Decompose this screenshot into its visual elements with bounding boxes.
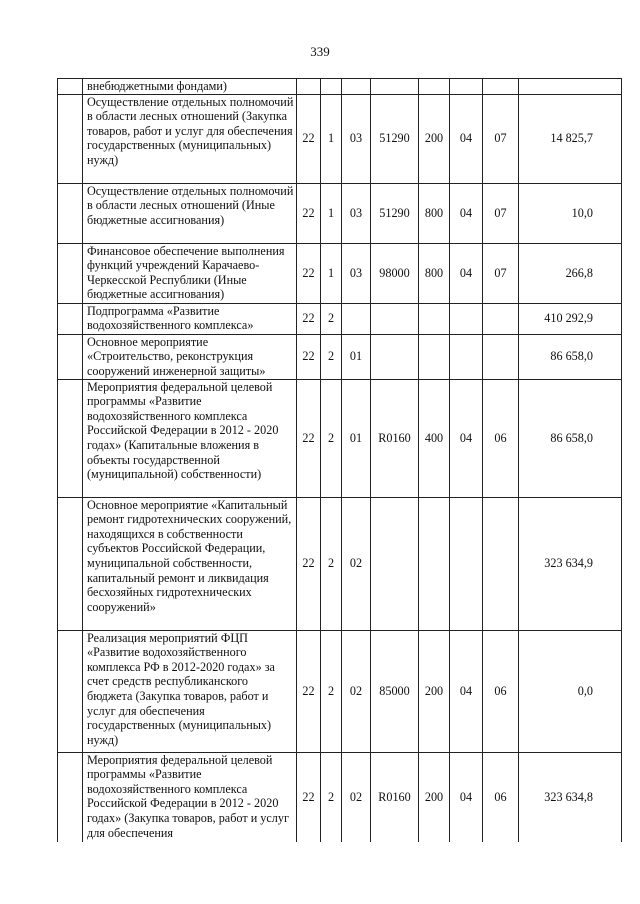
code-cell	[297, 79, 321, 95]
row-number-cell	[58, 183, 83, 243]
item-name-cell: Реализация мероприятий ФЦП «Развитие водохозяйственного комплекса РФ в 2012-2020 годах» за счет средств республиканского бюджета (Закупка товаров, работ и услуг для обеспечения государственных (муниципальных) нужд)	[83, 630, 297, 752]
code-cell: 06	[483, 379, 519, 497]
page-number: 339	[310, 44, 330, 59]
amount-cell: 14 825,7	[519, 94, 622, 183]
code-cell: 200	[419, 630, 450, 752]
row-number-cell	[58, 630, 83, 752]
row-number-cell	[58, 303, 83, 334]
code-cell	[483, 303, 519, 334]
code-cell: 04	[450, 243, 483, 303]
table-row	[58, 183, 622, 243]
code-cell: 1	[321, 243, 342, 303]
code-cell	[342, 79, 371, 95]
amount-cell	[519, 79, 622, 95]
code-cell	[321, 79, 342, 95]
code-cell: 06	[483, 752, 519, 842]
code-cell: 98000	[371, 243, 419, 303]
row-number-cell	[58, 752, 83, 842]
code-cell: 400	[419, 379, 450, 497]
amount-cell: 10,0	[519, 183, 622, 243]
code-cell: 04	[450, 183, 483, 243]
table-row	[58, 379, 622, 497]
table-row	[58, 497, 622, 630]
code-cell: 2	[321, 303, 342, 334]
code-cell: 22	[297, 752, 321, 842]
code-cell	[450, 303, 483, 334]
code-cell: 22	[297, 183, 321, 243]
code-cell: 01	[342, 334, 371, 379]
code-cell: 07	[483, 243, 519, 303]
code-cell	[483, 497, 519, 630]
code-cell	[419, 497, 450, 630]
table-row	[58, 243, 622, 303]
code-cell: 85000	[371, 630, 419, 752]
code-cell: 51290	[371, 94, 419, 183]
budget-table	[57, 78, 622, 842]
code-cell: 04	[450, 630, 483, 752]
code-cell: 22	[297, 497, 321, 630]
row-number-cell	[58, 497, 83, 630]
table-row	[58, 303, 622, 334]
code-cell: 03	[342, 183, 371, 243]
code-cell	[419, 303, 450, 334]
item-name-cell: Подпрограмма «Развитие водохозяйственного комплекса»	[83, 303, 297, 334]
code-cell: 200	[419, 752, 450, 842]
code-cell	[371, 497, 419, 630]
amount-cell: 86 658,0	[519, 379, 622, 497]
item-name-cell: Основное мероприятие «Строительство, реконструкция сооружений инженерной защиты»	[83, 334, 297, 379]
code-cell: 02	[342, 630, 371, 752]
table-row	[58, 334, 622, 379]
code-cell	[419, 334, 450, 379]
code-cell: 2	[321, 497, 342, 630]
table-row	[58, 79, 622, 95]
code-cell: 07	[483, 183, 519, 243]
code-cell: 04	[450, 752, 483, 842]
code-cell: 2	[321, 379, 342, 497]
item-name-cell: Мероприятия федеральной целевой программы «Развитие водохозяйственного комплекса Российской Федерации в 2012 - 2020 годах» (Закупка товаров, работ и услуг для обеспечения	[83, 752, 297, 842]
row-number-cell	[58, 94, 83, 183]
code-cell: 02	[342, 752, 371, 842]
row-number-cell	[58, 243, 83, 303]
code-cell: 04	[450, 94, 483, 183]
code-cell: R0160	[371, 752, 419, 842]
row-number-cell	[58, 334, 83, 379]
code-cell	[483, 79, 519, 95]
code-cell	[371, 303, 419, 334]
code-cell: 200	[419, 94, 450, 183]
item-name-cell: Финансовое обеспечение выполнения функций учреждений Карачаево-Черкесской Республики (Иные бюджетные ассигнования)	[83, 243, 297, 303]
code-cell: 2	[321, 752, 342, 842]
code-cell: 07	[483, 94, 519, 183]
code-cell: 1	[321, 94, 342, 183]
code-cell: R0160	[371, 379, 419, 497]
code-cell: 51290	[371, 183, 419, 243]
code-cell: 04	[450, 379, 483, 497]
amount-cell: 266,8	[519, 243, 622, 303]
code-cell	[419, 79, 450, 95]
code-cell	[483, 334, 519, 379]
code-cell	[342, 303, 371, 334]
table-row	[58, 630, 622, 752]
item-name-cell: Основное мероприятие «Капитальный ремонт гидротехнических сооружений, находящихся в собственности субъектов Российской Федерации, муниципальной собственности, капитальный ремонт и ликвидация бесхозяйных гидротехнических сооружений»	[83, 497, 297, 630]
code-cell: 2	[321, 334, 342, 379]
amount-cell: 86 658,0	[519, 334, 622, 379]
code-cell: 22	[297, 379, 321, 497]
code-cell	[371, 334, 419, 379]
item-name-cell: Осуществление отдельных полномочий в области лесных отношений (Иные бюджетные ассигнования)	[83, 183, 297, 243]
table-row	[58, 94, 622, 183]
code-cell	[450, 79, 483, 95]
code-cell: 22	[297, 94, 321, 183]
amount-cell: 0,0	[519, 630, 622, 752]
code-cell: 22	[297, 630, 321, 752]
code-cell	[371, 79, 419, 95]
code-cell	[450, 334, 483, 379]
code-cell: 22	[297, 334, 321, 379]
code-cell: 02	[342, 497, 371, 630]
item-name-cell: Осуществление отдельных полномочий в области лесных отношений (Закупка товаров, работ и услуг для обеспечения государственных (муниципальных) нужд)	[83, 94, 297, 183]
code-cell	[450, 497, 483, 630]
row-number-cell	[58, 79, 83, 95]
code-cell: 03	[342, 94, 371, 183]
code-cell: 03	[342, 243, 371, 303]
item-name-cell: Мероприятия федеральной целевой программы «Развитие водохозяйственного комплекса Российской Федерации в 2012 - 2020 годах» (Капитальные вложения в объекты государственной (муниципальной) собственности)	[83, 379, 297, 497]
row-number-cell	[58, 379, 83, 497]
code-cell: 06	[483, 630, 519, 752]
table-row	[58, 752, 622, 842]
code-cell: 22	[297, 303, 321, 334]
code-cell: 1	[321, 183, 342, 243]
code-cell: 2	[321, 630, 342, 752]
code-cell: 800	[419, 243, 450, 303]
code-cell: 800	[419, 183, 450, 243]
amount-cell: 323 634,9	[519, 497, 622, 630]
code-cell: 22	[297, 243, 321, 303]
item-name-cell: внебюджетными фондами)	[83, 79, 297, 95]
amount-cell: 323 634,8	[519, 752, 622, 842]
amount-cell: 410 292,9	[519, 303, 622, 334]
code-cell: 01	[342, 379, 371, 497]
